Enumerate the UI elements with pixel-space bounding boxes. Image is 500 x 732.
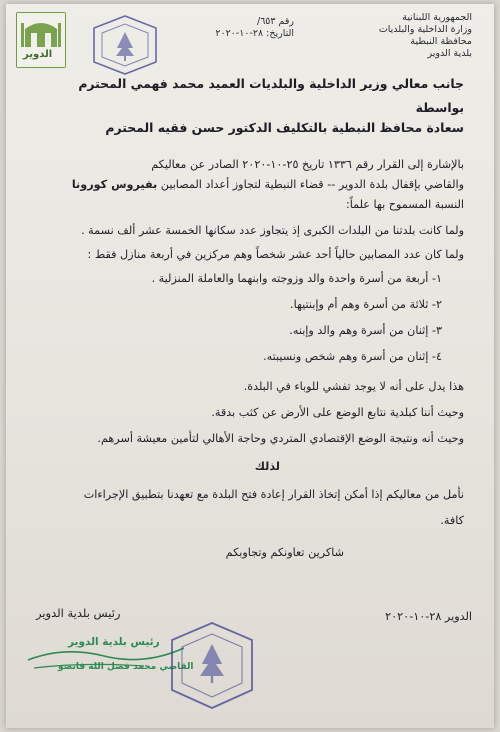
via-line: بواسطة	[415, 100, 464, 115]
body-paragraph-7-line-1: نأمل من معاليكم إذا أمكن إتخاذ القرار إعادة فتح البلدة مع تعهدنا بتطبيق الإجراءات	[83, 488, 464, 501]
republic-line: الجمهورية اللبنانية	[402, 12, 472, 23]
footer-place-date: الدوير ٢٨-١٠-٢٠٢٠	[385, 610, 472, 623]
letterhead	[379, 12, 472, 60]
body-paragraph-7-line-2: كافة.	[440, 514, 464, 527]
list-item: ٤- إثنان من أسرة وهم شخص ونسيبته.	[263, 350, 442, 363]
governorate-line: محافظة النبطية	[410, 36, 472, 47]
body-paragraph-4: هذا يدل على أنه لا يوجد تفشي للوباء في البلدة.	[243, 380, 464, 393]
body-paragraph-1-line-2	[72, 176, 464, 194]
body-paragraph-3: ولما كان عدد المصابين حالياً أحد عشر شخصاً وهم مركزين في أربعة منازل فقط :	[87, 248, 464, 261]
ministry-line: وزارة الداخلية والبلديات	[378, 24, 472, 35]
list-item: ١- أربعة من أسرة واحدة والد وزوجته وابنهما والعاملة المنزلية .	[151, 272, 442, 285]
governor-line: سعادة محافظ النبطية بالتكليف الدكتور حسن فقيه المحترم	[105, 120, 464, 135]
stamp-title: رئيس بلدية الدوير	[68, 636, 160, 648]
reference-number: رقم ٦٥٣/	[257, 16, 294, 27]
therefore-heading: لذلك	[254, 460, 280, 473]
virus-keyword: بفيروس كورونا	[71, 178, 158, 191]
reference-date: التاريخ: ٢٨-١٠-٢٠٢٠	[215, 28, 294, 39]
municipality-logo	[16, 12, 66, 68]
body-paragraph-1-line-1: بالإشارة إلى القرار رقم ١٣٣٦ تاريخ ٢٥-١٠-٢٠٢٠ الصادر عن معاليكم	[151, 158, 464, 171]
logo-label: الدوير	[23, 49, 53, 60]
list-item: ٣- إثنان من أسرة وهم والد وإبنه.	[289, 324, 442, 337]
stamp-person: القاضي محمد فضل الله قانصو	[58, 662, 194, 672]
body-paragraph-5: وحيث أننا كبلدية نتابع الوضع على الأرض عن كثب بدقة.	[211, 406, 464, 419]
municipality-line: بلدية الدوير	[427, 48, 472, 59]
addressee-line: جانب معالي وزير الداخلية والبلديات العميد محمد فهمي المحترم	[78, 76, 464, 91]
municipality-seal-top	[90, 14, 160, 76]
closing-line: شاكرين تعاونكم وتجاوبكم	[225, 546, 344, 559]
body-paragraph-2: ولما كانت بلدتنا من البلدات الكبرى إذ يتجاوز عدد سكانها الخمسة عشر ألف نسمة .	[81, 224, 464, 237]
body-paragraph-1-line-2-text: والقاضي بإقفال بلدة الدوير -- قضاء النبطية لتجاوز أعداد المصابين	[157, 178, 464, 191]
municipality-seal-bottom	[166, 620, 258, 712]
reference-block	[215, 16, 294, 40]
body-paragraph-1-line-3: النسبة المسموح بها علماً:	[345, 198, 464, 211]
letter-page	[6, 4, 494, 728]
body-paragraph-6: وحيث أنه ونتيجة الوضع الإقتصادي المتردي وحاجة الأهالي لتأمين معيشة أسرهم.	[97, 432, 464, 445]
signatory-title: رئيس بلدية الدوير	[36, 606, 121, 620]
list-item: ٢- ثلاثة من أسرة وهم أم وإبنتيها.	[290, 298, 442, 311]
